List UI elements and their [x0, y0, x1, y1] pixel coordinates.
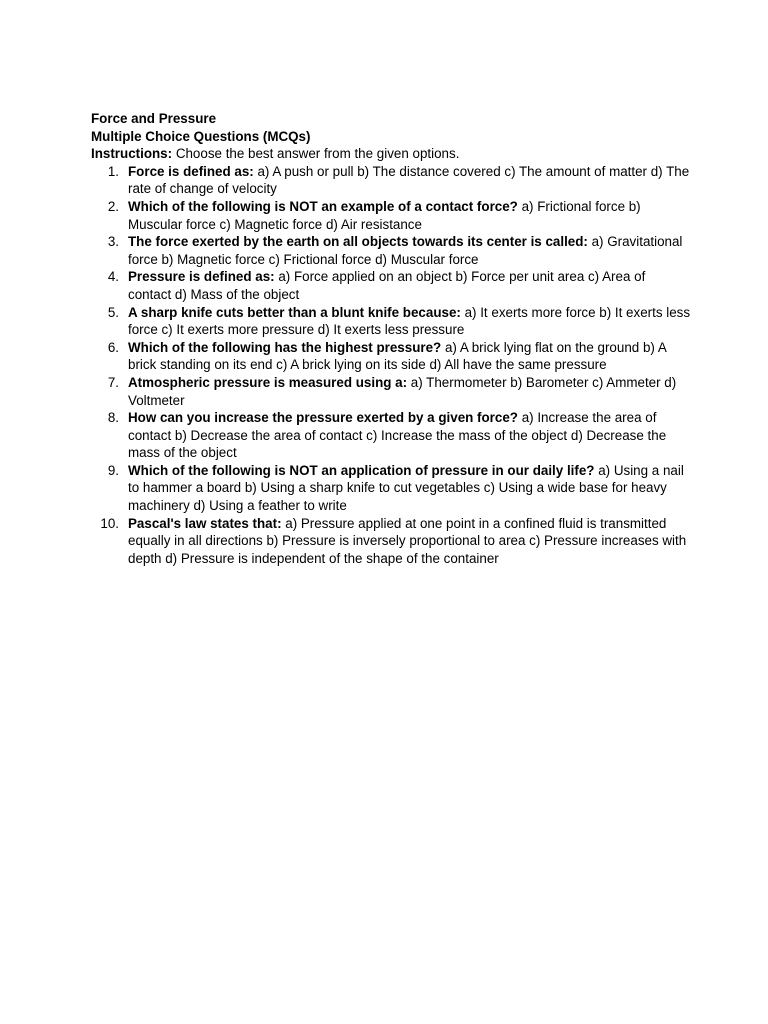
- question-item: [91, 409, 691, 462]
- question-options: a) Force applied on an object b) Force per unit area c) Area of contact d) Mass of the object: [128, 269, 646, 302]
- document-body: [91, 110, 691, 567]
- question-item: [91, 374, 691, 409]
- question-item: [91, 198, 691, 233]
- question-stem: Which of the following is NOT an application of pressure in our daily life?: [128, 462, 595, 478]
- question-number: 3.: [107, 234, 119, 250]
- question-stem: Which of the following is NOT an example of a contact force?: [128, 198, 518, 214]
- question-stem: Force is defined as:: [128, 163, 254, 179]
- question-number: 9.: [107, 462, 119, 478]
- question-stem: A sharp knife cuts better than a blunt knife because:: [128, 304, 461, 320]
- question-options: a) A push or pull b) The distance covered c) The amount of matter d) The rate of change of velocity: [128, 163, 690, 197]
- question-stem: Pressure is defined as:: [128, 269, 275, 285]
- document-title: Force and Pressure: [91, 111, 217, 126]
- instructions-label: Instructions:: [91, 146, 173, 162]
- question-options: a) Frictional force b) Muscular force c) Magnetic force d) Air resistance: [128, 198, 641, 232]
- instructions-text: Choose the best answer from the given options.: [172, 146, 460, 162]
- question-item: [91, 304, 691, 339]
- question-item: [91, 462, 691, 515]
- question-stem: How can you increase the pressure exerted by a given force?: [128, 410, 518, 426]
- question-item: [91, 268, 691, 303]
- question-number: 10.: [100, 515, 119, 531]
- question-list: [91, 163, 691, 568]
- question-stem: Which of the following has the highest pressure?: [128, 339, 442, 355]
- question-options: a) A brick lying flat on the ground b) A brick standing on its end c) A brick lying on its side d) All have the same pressure: [128, 339, 667, 373]
- question-number: 8.: [107, 410, 119, 426]
- question-number: 2.: [107, 198, 119, 214]
- question-number: 4.: [107, 269, 119, 285]
- question-item: [91, 515, 691, 568]
- question-stem: Atmospheric pressure is measured using a:: [128, 374, 408, 390]
- question-options: a) It exerts more force b) It exerts less force c) It exerts more pressure d) It exerts less pressure: [128, 304, 691, 338]
- question-options: a) Thermometer b) Barometer c) Ammeter d) Voltmeter: [128, 374, 677, 408]
- question-number: 7.: [107, 374, 119, 390]
- question-item: [91, 163, 691, 198]
- question-number: 6.: [107, 339, 119, 355]
- question-stem: Pascal's law states that:: [128, 515, 282, 531]
- question-number: 1.: [107, 163, 119, 179]
- question-options: a) Increase the area of contact b) Decrease the area of contact c) Increase the mass of the object d) Decrease the mass of the object: [128, 410, 667, 461]
- question-stem: The force exerted by the earth on all objects towards its center is called:: [128, 234, 588, 250]
- document-subtitle: Multiple Choice Questions (MCQs): [91, 128, 311, 144]
- question-item: [91, 233, 691, 268]
- instructions: [91, 145, 691, 163]
- question-options: a) Using a nail to hammer a board b) Using a sharp knife to cut vegetables c) Using a wide base for heavy machinery d) Using a feather to write: [128, 462, 684, 514]
- question-item: [91, 339, 691, 374]
- question-options: a) Pressure applied at one point in a confined fluid is transmitted equally in all directions b) Pressure is inversely proportional to area c) Pressure increases with depth d) Pressure is independent of the shape of the container: [128, 515, 687, 566]
- question-number: 5.: [107, 304, 119, 320]
- question-options: a) Gravitational force b) Magnetic force c) Frictional force d) Muscular force: [128, 234, 683, 267]
